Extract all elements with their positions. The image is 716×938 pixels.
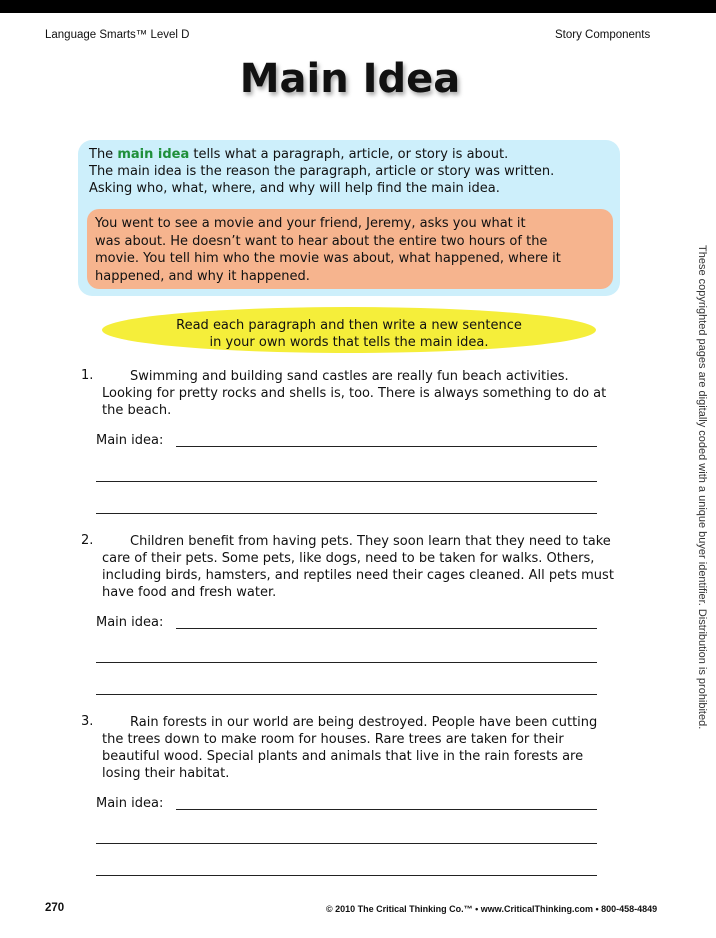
header-section-title: Story Components	[555, 29, 651, 41]
definition-line-1-rest: tells what a paragraph, article, or story is about.	[189, 147, 509, 162]
question-1-main-idea-label: Main idea:	[96, 433, 164, 448]
definition-text	[89, 146, 614, 197]
question-1-paragraph: Swimming and building sand castles are really fun beach activities. Looking for pretty rocks and shells is, too. There is always something to do at the beach.	[102, 369, 607, 418]
definition-line-2: The main idea is the reason the paragraph, article or story was written.	[89, 164, 555, 179]
question-3-answer-line-2[interactable]	[96, 843, 597, 844]
footer-credit: © 2010 The Critical Thinking Co.™ • www.CriticalThinking.com • 800-458-4849	[326, 904, 658, 914]
question-2-paragraph: Children benefit from having pets. They soon learn that they need to take care of their pets. Some pets, like dogs, need to be taken for walks. Others, including birds, hamsters, and reptiles need their cages cleaned. All pets must have food and fresh water.	[102, 534, 614, 600]
example-line-2: was about. He doesn’t want to hear about the entire two hours of the	[95, 233, 548, 249]
example-line-3: movie. You tell him who the movie was about, what happened, where it	[95, 251, 561, 266]
definition-line-1	[89, 146, 614, 163]
instruction-line-2: in your own words that tells the main idea.	[209, 335, 489, 350]
question-3-paragraph: Rain forests in our world are being destroyed. People have been cutting the trees down to make room for houses. Rare trees are taken for their beautiful wood. Special plants and animals that live in the rain forests are losing their habitat.	[102, 715, 598, 781]
question-2-answer-line-2[interactable]	[96, 662, 597, 663]
question-1-answer-line-1[interactable]	[176, 446, 597, 447]
main-idea-keyword: main idea	[117, 147, 190, 162]
question-3-number: 3.	[81, 714, 94, 729]
example-line-4: happened, and why it happened.	[95, 268, 310, 284]
copyright-side-note: These copyrighted pages are digitally coded with a unique buyer identifier. Distribution is prohibited.	[696, 245, 708, 730]
question-2-number: 2.	[81, 533, 94, 548]
example-text	[95, 215, 615, 285]
question-3-answer-line-3[interactable]	[96, 875, 597, 876]
page-number: 270	[45, 902, 65, 914]
question-3-main-idea-label: Main idea:	[96, 796, 164, 811]
definition-pre: The	[89, 147, 118, 162]
top-black-bar	[0, 0, 716, 13]
question-2-main-idea-label: Main idea:	[96, 615, 164, 630]
question-2-answer-line-3[interactable]	[96, 694, 597, 695]
instruction-text	[102, 317, 596, 351]
question-2-answer-line-1[interactable]	[176, 628, 597, 629]
instruction-line-1: Read each paragraph and then write a new sentence	[176, 318, 522, 333]
page-title: Main Idea	[239, 56, 461, 102]
question-1-answer-line-2[interactable]	[96, 481, 597, 482]
question-3-answer-line-1[interactable]	[176, 809, 597, 810]
question-1-answer-line-3[interactable]	[96, 513, 597, 514]
definition-line-3: Asking who, what, where, and why will help find the main idea.	[89, 181, 500, 196]
header-book-title: Language Smarts™ Level D	[45, 29, 190, 41]
question-1-number: 1.	[81, 368, 94, 383]
example-line-1: You went to see a movie and your friend, Jeremy, asks you what it	[95, 216, 526, 231]
